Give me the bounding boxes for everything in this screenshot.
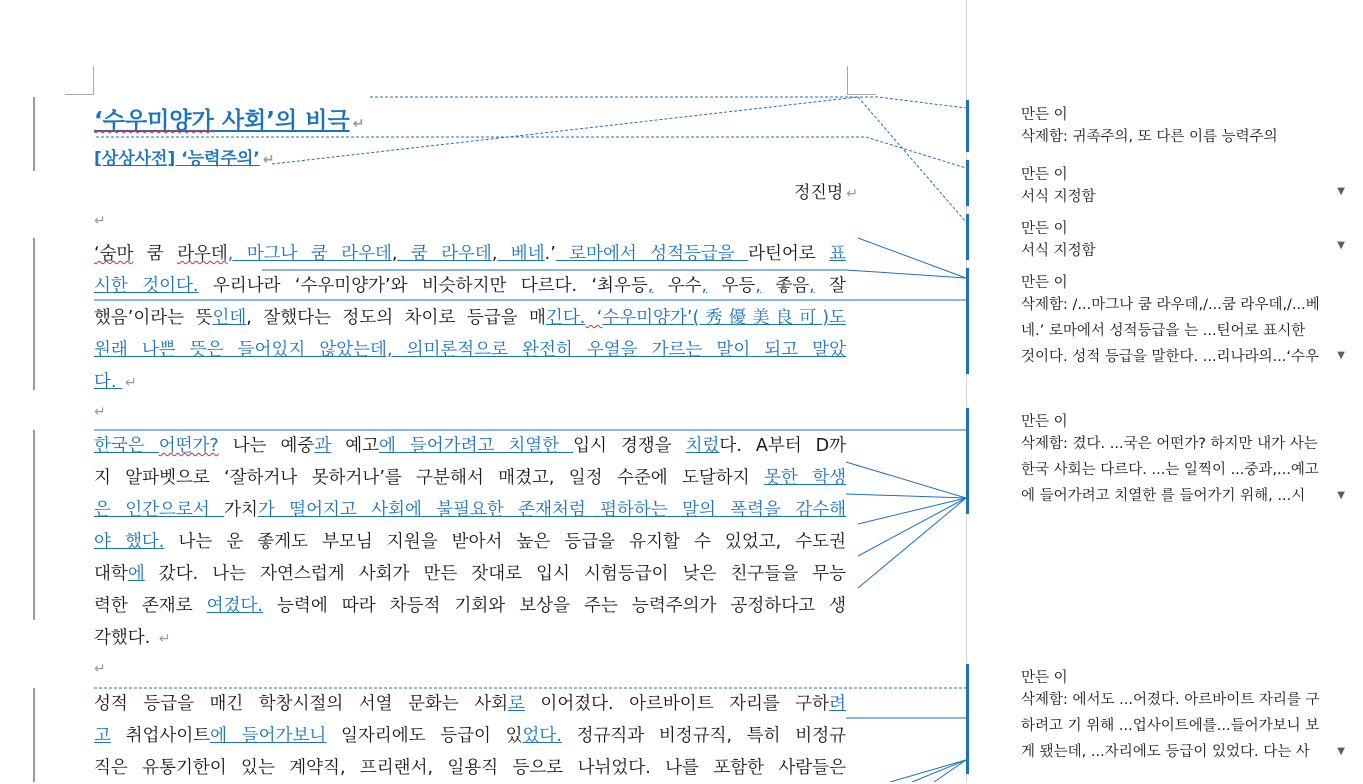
paragraph-mark: ↵ <box>352 116 365 132</box>
paragraph-mark: ↵ <box>262 152 275 168</box>
tracked-insertion: 원래 나쁜 뜻은 들어있지 않았는데, 의미론적으로 완전히 우열을 가르는 말이 되고 말았 <box>94 340 846 360</box>
title-tracked <box>94 108 350 134</box>
text-line[interactable] <box>94 238 846 270</box>
text-line[interactable] <box>94 590 846 622</box>
tracked-insertion: 에 들어가려고 치열한 <box>379 436 574 456</box>
tracked-insertion: , <box>755 276 761 296</box>
tracked-insertion: 긴다. <box>545 308 586 328</box>
balloon-text-line: 것이다. 성적 등급을 말한다. ...리나라의...‘수우 <box>1021 349 1320 365</box>
text-run: 라틴어로 <box>748 244 830 264</box>
tracked-insertion: 로 <box>508 694 525 714</box>
comment-bar <box>966 160 969 206</box>
text-run: 직은 유통기한이 있는 계약직, 프리랜서, 일용직 등으로 나뉘었다. 나를 포함한 사람들은 <box>94 758 846 778</box>
text-run: 예고 <box>331 436 380 456</box>
balloon-author: 만든 이 <box>1021 221 1068 237</box>
title-part: 사회’의 비극 <box>213 108 350 134</box>
text-line[interactable] <box>94 526 846 558</box>
balloon-author: 만든 이 <box>1021 107 1068 123</box>
text-run: 했음’이라는 뜻 <box>94 308 213 328</box>
revision-balloon-4[interactable] <box>1021 272 1351 368</box>
tracked-insertion: 고 <box>94 726 111 746</box>
text-line[interactable] <box>94 720 846 752</box>
chevron-down-icon[interactable]: ▼ <box>1337 490 1345 501</box>
author-name: 정진명 <box>793 183 844 203</box>
text-run: 대학 <box>94 564 128 584</box>
text-run: 력한 존재로 <box>94 596 207 616</box>
balloon-text-line: 삭제함: 에서도 ...어졌다. 아르바이트 자리를 구 <box>1021 692 1320 708</box>
paragraph-mark: ↵ <box>125 375 137 391</box>
text-line[interactable] <box>94 430 846 462</box>
spelling-flagged-word: ‘숨마 <box>94 244 134 264</box>
balloon-author: 만든 이 <box>1021 414 1068 430</box>
balloon-text-line: 한국 사회는 다르다. ...는 일찍이 ...중과,...예고 <box>1021 462 1319 478</box>
text-run: 잘 <box>814 276 846 296</box>
paragraph-mark: ↵ <box>94 213 106 229</box>
tracked-insertion: , <box>809 276 815 296</box>
tracked-insertion: 었다. <box>522 726 562 746</box>
balloon-text: 삭제함: 귀족주의, 또 다른 이름 능력주의 <box>1021 129 1278 145</box>
tracked-insertion: 로마에서 성적등급을 <box>555 244 749 264</box>
balloon-text-line: 삭제함: /...마그나 쿰 라우데,/...쿰 라우데,/...베 <box>1021 297 1320 313</box>
text-run: .’ <box>544 244 556 264</box>
text-run: 지 알파벳으로 ‘잘하거나 못하거나’를 구분해서 매겼고, 일정 수준에 도달하지 <box>94 468 765 488</box>
text-run: 갔다. 나는 자연스럽게 사회가 만든 잣대로 입시 시험등급이 낮은 친구들을 무능 <box>144 564 846 584</box>
tracked-insertion: 어떤가? <box>158 436 219 456</box>
text-run: , <box>391 244 398 264</box>
text-line[interactable] <box>94 366 846 398</box>
text-run: 쿰 <box>133 244 178 264</box>
text-line[interactable] <box>94 270 846 302</box>
document-title[interactable] <box>94 102 364 135</box>
text-run: 좋음 <box>760 276 810 296</box>
tracked-insertion: 인데 <box>212 308 247 328</box>
balloon-text-line: 삭제함: 겼다. ...국은 어떤가? 하지만 내가 사는 <box>1021 436 1318 452</box>
text-run: 우등 <box>707 276 756 296</box>
balloon-author: 만든 이 <box>1021 275 1068 291</box>
change-bar <box>33 97 35 171</box>
tracked-insertion: 치렀 <box>685 436 720 456</box>
author-line[interactable] <box>794 178 858 203</box>
paragraph-mark: ↵ <box>94 661 106 677</box>
change-bar <box>33 238 35 390</box>
tracked-insertion: 수우미양가 <box>602 308 687 328</box>
text-run: 능력에 따라 차등적 기회와 보상을 주는 능력주의가 공정하다고 생 <box>262 596 846 616</box>
balloon-text-line: 게 됐는데, ...자리에도 등급이 있었다. 다는 사 <box>1021 744 1310 760</box>
revision-balloon-1[interactable] <box>1021 104 1351 148</box>
balloon-text: 서식 지정함 <box>1021 189 1096 205</box>
text-line[interactable] <box>94 558 846 590</box>
tracked-insertion: , <box>701 276 708 296</box>
comment-bar <box>966 100 969 152</box>
tracked-insertion: ‘ <box>585 308 603 328</box>
text-run: 이어졌다. 아르바이트 자리를 구하 <box>524 694 830 714</box>
text-run: 성적 등급을 매긴 학창시절의 서열 문화는 사회 <box>94 694 509 714</box>
text-run: 각했다. <box>94 628 156 648</box>
balloon-text-line: 하려고 기 위해 ...업사이트에를...들어가보니 보 <box>1021 718 1320 734</box>
change-bar <box>33 688 35 782</box>
tracked-insertion: 에 들어가보니 <box>210 726 327 746</box>
text-line[interactable] <box>94 622 846 654</box>
balloon-author: 만든 이 <box>1021 167 1068 183</box>
tracked-insertion: , <box>647 276 654 296</box>
revision-balloon-3[interactable] <box>1021 218 1351 262</box>
paragraph-mark: ↵ <box>94 404 106 420</box>
text-run: 우리나라 ‘수우미양가’와 비슷하지만 다르다. ‘최우등 <box>198 276 648 296</box>
revision-balloon-2[interactable] <box>1021 164 1351 208</box>
chevron-down-icon[interactable]: ▼ <box>1337 186 1345 197</box>
text-run: 우수 <box>653 276 702 296</box>
chevron-down-icon[interactable]: ▼ <box>1337 746 1345 757</box>
text-run: 입시 경쟁을 <box>573 436 686 456</box>
text-line[interactable] <box>94 688 846 720</box>
tracked-insertion: 다. <box>94 372 123 392</box>
tracked-insertion: 여겼다. <box>206 596 263 616</box>
tracked-insertion: 베네 <box>497 244 545 264</box>
tracked-insertion: 야 했다. <box>94 532 165 552</box>
text-run: 다. A부터 D까 <box>719 436 846 456</box>
revision-balloon-5[interactable] <box>1021 411 1351 507</box>
paragraph-mark: ↵ <box>846 186 858 202</box>
comment-bar <box>966 408 969 514</box>
tracked-insertion: 시한 것이다. <box>94 276 199 296</box>
tracked-insertion: 표 <box>829 244 846 264</box>
text-line[interactable] <box>94 752 846 784</box>
balloon-text: 서식 지정함 <box>1021 243 1096 259</box>
subtitle-text: [상상사전] ‘능력주의’ <box>94 149 260 169</box>
paragraph-mark: ↵ <box>158 631 171 647</box>
chevron-down-icon[interactable]: ▼ <box>1337 240 1345 251</box>
document-subtitle[interactable] <box>94 144 274 169</box>
comment-bar <box>966 214 969 260</box>
text-run: , 잘했다는 정도의 차이로 등급을 매 <box>246 308 546 328</box>
spelling-flagged-word: 라우데 <box>177 244 228 264</box>
tracked-insertion: 쿰 라우데 <box>397 244 492 264</box>
text-line[interactable] <box>94 462 846 494</box>
tracked-insertion: 과 <box>314 436 332 456</box>
text-line[interactable] <box>94 302 846 334</box>
tracked-insertion: , 마그나 쿰 라우데 <box>227 244 392 264</box>
chevron-down-icon[interactable]: ▼ <box>1337 350 1345 361</box>
tracked-insertion: 은 인간으로서 <box>94 500 225 520</box>
text-run: 정규직과 비정규직, 특히 비정규 <box>561 726 846 746</box>
title-part: ‘수우미양가 <box>94 108 214 134</box>
text-line[interactable] <box>94 494 846 526</box>
text-run: 가치 <box>224 500 258 520</box>
tracked-insertion: 한국은 <box>94 436 159 456</box>
balloon-text-line: 네.’ 로마에서 성적등급을 는 ...틴어로 표시한 <box>1021 323 1306 339</box>
change-bar <box>33 430 35 620</box>
tracked-insertion: ’(秀優美良可)도 <box>686 308 846 328</box>
margin-corner-top-left <box>65 66 94 95</box>
text-run: 나는 예중 <box>218 436 315 456</box>
tracked-insertion: 에 <box>127 564 145 584</box>
balloon-text-line: 에 들어가려고 치열한 를 들어가기 위해, ...시 <box>1021 488 1306 504</box>
balloon-author: 만든 이 <box>1021 670 1068 686</box>
text-run: , <box>491 244 498 264</box>
comment-bar <box>966 664 969 774</box>
tracked-insertion: 려 <box>829 694 846 714</box>
text-line[interactable] <box>94 334 846 366</box>
comment-bar <box>966 268 969 374</box>
text-run: 취업사이트 <box>110 726 211 746</box>
text-run: 나는 운 좋게도 부모님 지원을 받아서 높은 등급을 유지할 수 있었고, 수도권 <box>164 532 846 552</box>
tracked-insertion: 가 떨어지고 사회에 불필요한 존재처럼 폄하하는 말의 폭력을 감수해 <box>257 500 846 520</box>
revision-balloon-6[interactable] <box>1021 667 1351 763</box>
text-run: 일자리에도 등급이 있 <box>326 726 523 746</box>
tracked-insertion: 못한 학생 <box>764 468 846 488</box>
margin-corner-top-right <box>847 66 876 95</box>
